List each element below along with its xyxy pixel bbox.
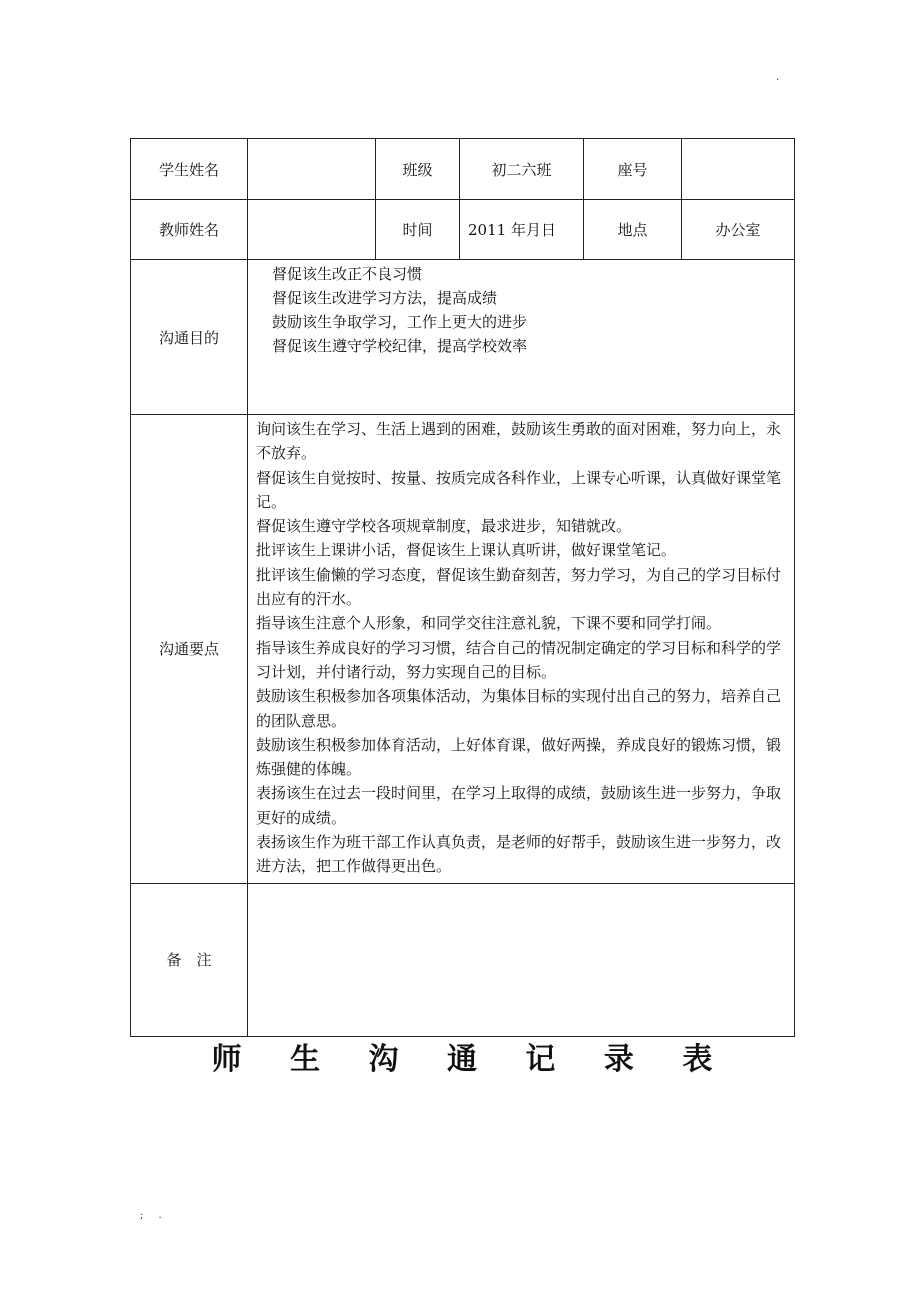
bottom-corner-mark: ; .	[140, 1210, 168, 1221]
key-point-item: 批评该生偷懒的学习态度，督促该生勤奋刻苦，努力学习，为自己的学习目标付出应有的汗水。	[256, 565, 782, 609]
purpose-row	[131, 260, 795, 415]
info-row-2	[131, 200, 795, 260]
purpose-line: 督促该生改正不良习惯	[272, 265, 423, 283]
time-label: 时间	[376, 200, 460, 260]
purpose-line: 督促该生改进学习方法，提高成绩	[272, 289, 498, 307]
key-point-item: 督促该生遵守学校各项规章制度，最求进步，知错就改。	[256, 517, 632, 536]
remarks-label: 备 注	[131, 883, 248, 1036]
communication-record-table	[130, 138, 795, 1037]
place-label: 地点	[584, 200, 682, 260]
remarks-field[interactable]	[248, 883, 795, 1036]
purpose-line: 鼓励该生争取学习，工作上更大的进步	[272, 313, 528, 331]
key-points-label: 沟通要点	[131, 415, 248, 884]
key-point-item: 表扬该生作为班干部工作认真负责，是老师的好帮手，鼓励该生进一步努力，改进方法，把工作做得更出色。	[256, 833, 782, 876]
key-point-item: 督促该生自觉按时、按量、按质完成各科作业，上课专心听课，认真做好课堂笔记。	[256, 468, 782, 511]
key-point-item: 批评该生上课讲小话，督促该生上课认真听讲，做好课堂笔记。	[256, 541, 677, 560]
key-point-item: 指导该生养成良好的学习习惯，结合自己的情况制定确定的学习目标和科学的学习计划，并付诸行动，努力实现自己的目标。	[256, 638, 782, 681]
teacher-name-label: 教师姓名	[131, 200, 248, 260]
key-point-item: 鼓励该生积极参加各项集体活动，为集体目标的实现付出自己的努力，培养自己的团队意思。	[256, 687, 782, 730]
key-point-item: 表扬该生在过去一段时间里，在学习上取得的成绩，鼓励该生进一步努力，争取更好的成绩。	[256, 784, 782, 827]
purpose-label: 沟通目的	[131, 260, 248, 415]
teacher-name-field[interactable]	[248, 200, 376, 260]
key-point-item: 指导该生注意个人形象，和同学交往注意礼貌，下课不要和同学打闹。	[256, 614, 722, 633]
document-title: 师 生 沟 通 记 录 表	[211, 1042, 732, 1077]
key-point-item: 询问该生在学习、生活上遇到的困难，鼓励该生勇敢的面对困难，努力向上，永不放弃。	[256, 420, 782, 463]
info-row-1	[131, 139, 795, 200]
class-label: 班级	[376, 139, 460, 200]
remarks-row	[131, 883, 795, 1036]
class-field[interactable]: 初二六班	[460, 139, 584, 200]
time-field[interactable]: 2011 年月日	[460, 200, 584, 260]
purpose-line: 督促该生遵守学校纪律，提高学校效率	[272, 337, 528, 355]
seat-label: 座号	[584, 139, 682, 200]
top-corner-mark: .	[776, 72, 780, 83]
seat-field[interactable]	[682, 139, 795, 200]
purpose-content[interactable]	[248, 260, 795, 415]
student-name-field[interactable]	[248, 139, 376, 200]
place-field[interactable]: 办公室	[682, 200, 795, 260]
student-name-label: 学生姓名	[131, 139, 248, 200]
key-point-item: 鼓励该生积极参加体育活动，上好体育课，做好两操，养成良好的锻炼习惯，锻炼强健的体魄。	[256, 735, 782, 779]
key-points-content[interactable]	[248, 415, 795, 884]
key-points-row	[131, 415, 795, 884]
